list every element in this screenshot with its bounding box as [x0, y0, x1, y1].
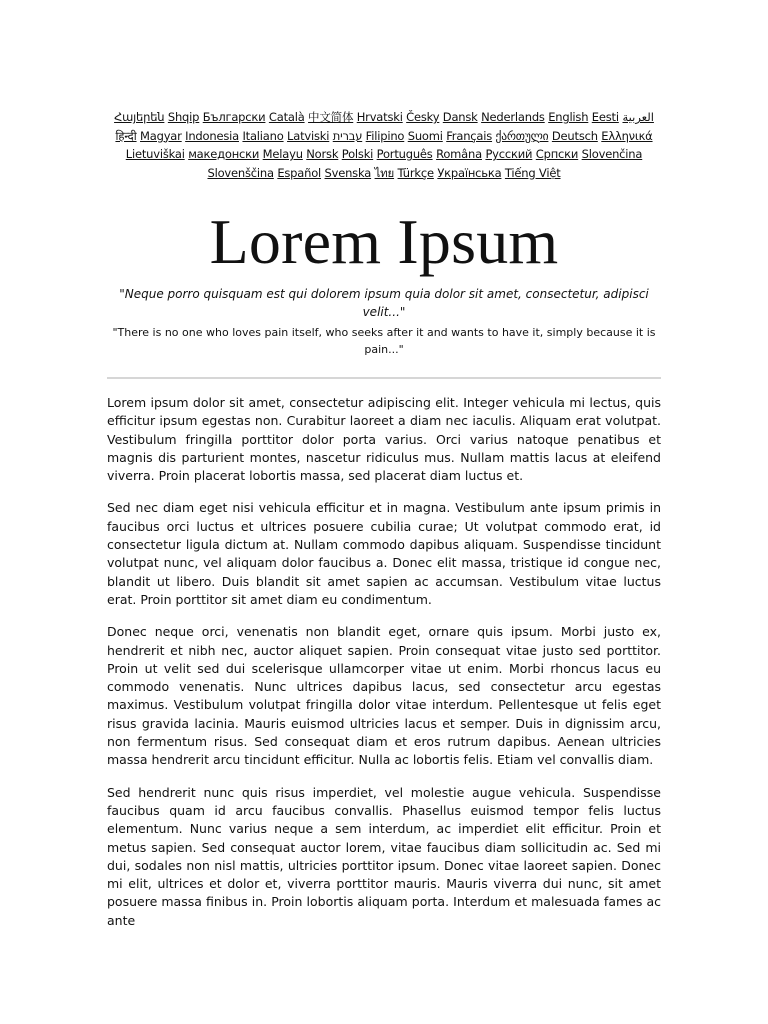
divider	[107, 377, 661, 379]
language-link[interactable]: Slovenščina	[207, 165, 274, 180]
page-content	[107, 108, 661, 944]
language-link[interactable]: Shqip	[167, 110, 200, 124]
language-link[interactable]: ქართული	[495, 128, 549, 143]
language-link[interactable]: ‫العربية	[622, 110, 654, 124]
language-link[interactable]: Suomi	[407, 128, 443, 143]
language-link[interactable]: Hrvatski	[356, 110, 403, 124]
language-link[interactable]: 中文简体	[308, 110, 354, 124]
language-link[interactable]: Filipino	[365, 128, 405, 143]
language-selector	[107, 108, 661, 182]
language-link[interactable]: हिन्दी	[115, 128, 137, 143]
lorem-text	[107, 394, 661, 930]
language-link[interactable]: македонски	[188, 147, 260, 161]
language-link[interactable]: Magyar	[140, 128, 182, 143]
language-link[interactable]: Français	[446, 128, 493, 143]
language-link[interactable]: Nederlands	[481, 110, 545, 124]
paragraph: Sed hendrerit nunc quis risus imperdiet, vel molestie augue vehicula. Suspendisse faucibus quam id arcu faucibus convallis. Phasellus euismod tempor felis luctus elementum. Nunc varius neque a sem interdum, ac imperdiet elit efficitur. Proin et metus sapien. Sed consequat auctor lorem, vitae faucibus diam sollicitudin ac. Sed mi dui, sodales non nisl mattis, ultricies porttitor ipsum. Donec vitae laoreet sapien. Donec mi elit, ultrices et dolor et, viverra porttitor mauris. Mauris viverra dui nunc, sit amet posuere massa finibus in. Proin lobortis aliquam porta. Interdum et malesuada fames ac ante	[107, 784, 661, 928]
language-link[interactable]: Tiếng Việt	[504, 165, 561, 180]
language-link[interactable]: Dansk	[442, 110, 478, 124]
language-link[interactable]: Eesti	[591, 110, 619, 124]
language-link[interactable]: Pyccкий	[485, 147, 533, 161]
language-link[interactable]: Català	[268, 110, 305, 124]
language-link[interactable]: Հայերեն	[114, 110, 165, 124]
language-link[interactable]: Lietuviškai	[125, 147, 185, 161]
language-link[interactable]: ‫עברית	[332, 128, 363, 143]
language-link[interactable]: Latviski	[287, 128, 330, 143]
language-link[interactable]: Indonesia	[185, 128, 239, 143]
page-title: Lorem Ipsum	[209, 206, 559, 277]
language-link[interactable]: Српски	[535, 147, 579, 161]
language-link[interactable]: Español	[277, 165, 322, 180]
latin-quote: "Neque porro quisquam est qui dolorem ipsum quia dolor sit amet, consectetur, adipisci velit..."	[119, 287, 649, 319]
language-link[interactable]: Polski	[341, 147, 374, 161]
language-link[interactable]: Slovenčina	[581, 147, 643, 161]
english-quote: "There is no one who loves pain itself, who seeks after it and wants to have it, simply because it is pain..."	[112, 326, 656, 356]
language-link[interactable]: Româna	[436, 147, 482, 161]
language-link[interactable]: Português	[376, 147, 433, 161]
language-link[interactable]: Deutsch	[551, 128, 598, 143]
language-link[interactable]: Melayu	[262, 147, 303, 161]
paragraph: Sed nec diam eget nisi vehicula efficitur et in magna. Vestibulum ante ipsum primis in faucibus orci luctus et ultrices posuere cubilia curae; Ut volutpat commodo erat, id consectetur ligula dictum at. Nullam commodo dapibus aliquam. Suspendisse tincidunt volutpat nunc, vel aliquam dolor faucibus a. Donec elit massa, tristique id congue nec, blandit ut libero. Duis blandit sit amet sapien ac accumsan. Vestibulum vitae luctus erat. Proin porttitor sit amet diam eu condimentum.	[107, 500, 661, 607]
language-link[interactable]: English	[548, 110, 589, 124]
language-link[interactable]: Українська	[437, 165, 502, 180]
language-link[interactable]: Ελληνικά	[601, 128, 653, 143]
paragraph: Lorem ipsum dolor sit amet, consectetur adipiscing elit. Integer vehicula mi lectus, quis efficitur ipsum egestas non. Curabitur laoreet a diam nec iaculis. Aliquam erat volutpat. Vestibulum fringilla porttitor dolor porta varius. Orci varius natoque penatibus et magnis dis parturient montes, nascetur ridiculus mus. Nullam mattis lacus at eleifend viverra. Proin placerat lobortis massa, sed placerat diam luctus et.	[107, 395, 661, 484]
language-link[interactable]: Česky	[406, 110, 440, 124]
paragraph: Donec neque orci, venenatis non blandit eget, ornare quis ipsum. Morbi justo ex, hendrerit et nibh nec, auctor aliquet sapien. Proin consequat vitae justo sed porttitor. Proin ut velit sed dui scelerisque ullamcorper vitae ut enim. Morbi rhoncus lacus eu commodo venenatis. Nunc ultrices dapibus lacus, sed consectetur arcu egestas maximus. Vestibulum volutpat fringilla dolor vitae interdum. Pellentesque ut felis eget risus gravida lacinia. Mauris euismod ultricies lacus et semper. Duis in dignissim arcu, non fermentum risus. Sed consequat diam et eros rutrum dapibus. Aenean ultricies massa hendrerit arcu tincidunt efficitur. Nulla ac lobortis felis. Etiam vel convallis diam.	[107, 624, 661, 768]
language-link[interactable]: Italiano	[242, 128, 284, 143]
language-link[interactable]: Türkçe	[397, 165, 434, 180]
language-link[interactable]: Svenska	[324, 165, 372, 180]
language-link[interactable]: Norsk	[306, 147, 339, 161]
language-link[interactable]: ไทย	[374, 165, 395, 180]
language-link[interactable]: Български	[202, 110, 266, 124]
